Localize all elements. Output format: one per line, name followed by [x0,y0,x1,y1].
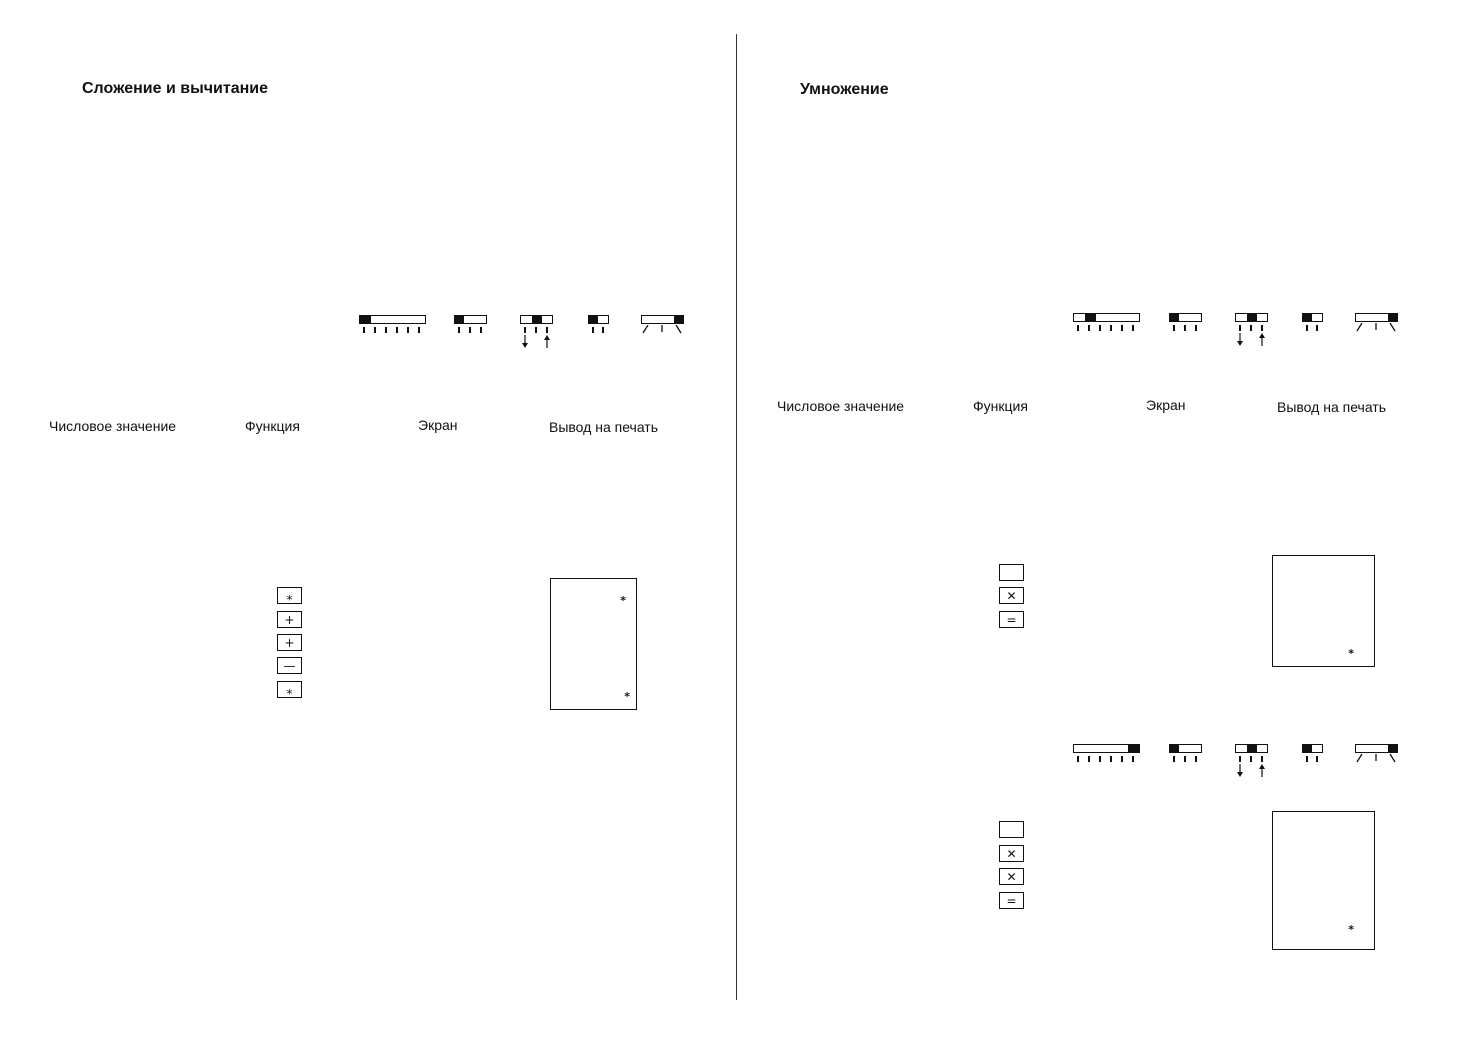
print-tape-right-b [1272,811,1375,950]
print-mark: ⁎ [624,687,630,700]
multiply-key[interactable]: ✕ [999,868,1024,885]
print-switch[interactable] [1302,313,1323,333]
minus-key[interactable]: — [277,657,302,674]
rounding-switch[interactable] [1235,313,1268,347]
print-mark: ⁎ [1348,920,1354,933]
section-title-multiplication: Умножение [800,81,889,98]
print-switch[interactable] [1302,744,1323,764]
print-switch[interactable] [588,315,609,335]
rounding-switch[interactable] [520,315,553,349]
accumulate-switch[interactable] [641,315,684,335]
round-arrows-icon [1235,764,1268,778]
equals-key[interactable]: = [999,892,1024,909]
print-mark: ⁎ [1348,644,1354,657]
header-number-value: Числовое значение [777,398,905,414]
header-function: Функция [245,418,300,434]
plus-key[interactable]: + [277,634,302,651]
asterisk-key[interactable]: ⁎ [277,681,302,698]
multiply-key[interactable]: ✕ [999,587,1024,604]
accumulate-switch[interactable] [1355,313,1398,333]
header-function: Функция [973,398,1028,414]
round-arrows-icon [1235,333,1268,347]
print-mark: ⁎ [620,591,626,604]
switch-legs-icon [641,325,684,334]
header-screen: Экран [418,417,458,433]
print-tape-left [550,578,637,710]
plus-key[interactable]: + [277,611,302,628]
mode-switch[interactable] [454,315,487,335]
asterisk-key[interactable]: ⁎ [277,587,302,604]
equals-key[interactable]: = [999,611,1024,628]
round-arrows-icon [520,335,553,349]
switch-legs-icon [1355,754,1398,763]
decimal-switch[interactable] [359,315,426,335]
header-number-value: Числовое значение [49,418,177,434]
mode-switch[interactable] [1169,313,1202,333]
number-key[interactable] [999,564,1024,581]
header-print: Вывод на печать [1277,399,1387,415]
multiply-key[interactable]: ✕ [999,845,1024,862]
rounding-switch[interactable] [1235,744,1268,778]
accumulate-switch[interactable] [1355,744,1398,764]
switch-legs-icon [1355,323,1398,332]
header-print: Вывод на печать [549,419,659,435]
number-key[interactable] [999,821,1024,838]
print-tape-right-a [1272,555,1375,667]
decimal-switch[interactable] [1073,313,1140,333]
mode-switch[interactable] [1169,744,1202,764]
decimal-switch[interactable] [1073,744,1140,764]
section-title-addition: Сложение и вычитание [82,80,268,97]
page-divider [736,34,737,1000]
header-screen: Экран [1146,397,1186,413]
